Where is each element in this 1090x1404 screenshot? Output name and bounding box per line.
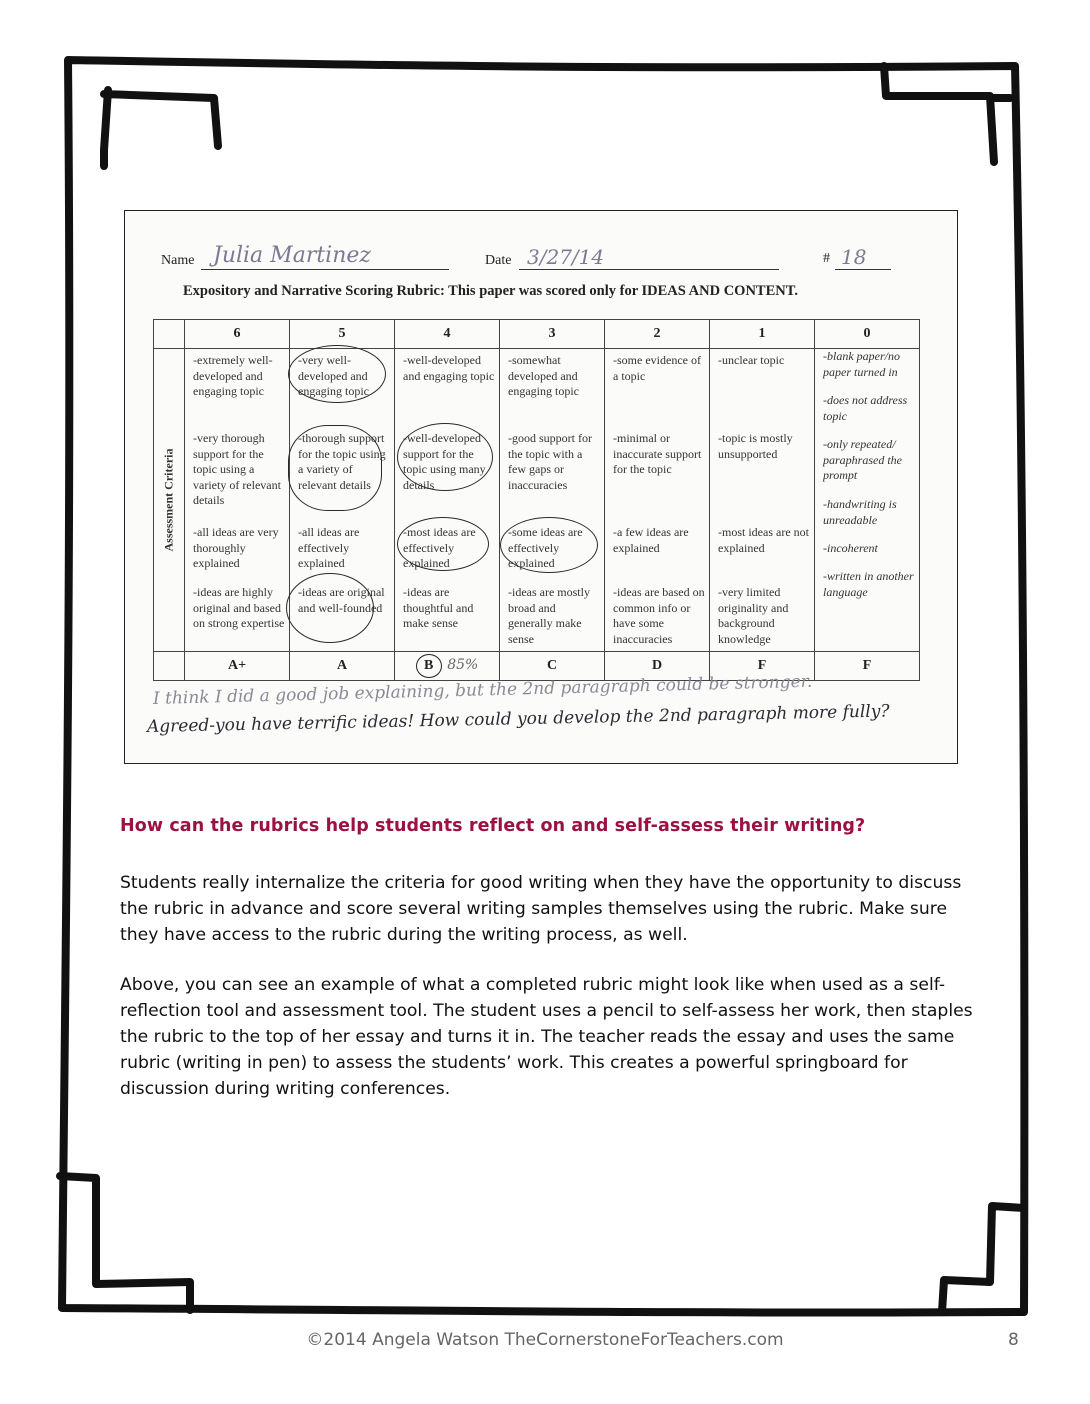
teacher-comment: Agreed-you have terrific ideas! How could you develop the 2nd paragraph more fully?	[146, 701, 890, 737]
criterion: -ideas are based on common info or have some inaccuracies	[613, 585, 705, 646]
criterion: -blank paper/no paper turned in	[823, 349, 900, 379]
criterion: -well-developed and engaging topic	[403, 353, 495, 383]
footer-copyright: ©2014 Angela Watson TheCornerstoneForTeachers.com	[306, 1330, 784, 1350]
criteria-col-1	[710, 349, 815, 652]
criteria-col-6	[185, 349, 290, 652]
criterion: -ideas are thoughtful and make sense	[403, 585, 474, 630]
name-label: Name	[161, 253, 195, 268]
date-label: Date	[485, 253, 512, 268]
criterion: -very limited originality and background knowledge	[718, 585, 789, 646]
criterion: -topic is mostly unsupported	[718, 431, 793, 461]
criterion: -thorough support for the topic using a variety of relevant details	[298, 431, 386, 492]
grade-6: A+	[185, 652, 290, 681]
criteria-col-5	[290, 349, 395, 652]
criterion: -does not address topic	[823, 393, 908, 423]
criterion: -some evidence of a topic	[613, 353, 701, 383]
criterion: -ideas are mostly broad and generally make sense	[508, 585, 590, 646]
assessment-criteria-label: Assessment Criteria	[154, 349, 185, 652]
criterion: -most ideas are not explained	[718, 525, 809, 555]
paragraph-1: Students really internalize the criteria for good writing when they have the opportunity to discuss the rubric in advance and score several writing samples themselves using the rubric. Make sure they have access to the rubric during the writing process, as well.	[120, 873, 962, 945]
number-value: 18	[841, 245, 867, 269]
date-value: 3/27/14	[527, 245, 605, 269]
grade-4-letter: B	[416, 654, 442, 678]
criterion: -all ideas are effectively explained	[298, 525, 360, 570]
score-header-6: 6	[185, 320, 290, 349]
paragraph-2: Above, you can see an example of what a completed rubric might look like when used as a self-reflection tool and assessment tool. The student uses a pencil to self-assess her work, then staples the rubric to the top of her essay and turns it in. The teacher reads the essay and uses the same rubric (writing in pen) to assess the students’ work. This creates a powerful springboard for discussion during writing conferences.	[120, 975, 973, 1099]
criterion: -incoherent	[823, 541, 878, 555]
grade-blank	[154, 652, 185, 681]
score-header-3: 3	[500, 320, 605, 349]
criterion: -ideas are highly original and based on strong expertise	[193, 585, 285, 630]
grade-5: A	[290, 652, 395, 681]
criterion: -minimal or inaccurate support for the topic	[613, 431, 702, 476]
criterion: -well-developed support for the topic using many details	[403, 431, 486, 492]
criterion: -extremely well-developed and engaging topic	[193, 353, 273, 398]
score-header-5: 5	[290, 320, 395, 349]
criterion: -some ideas are effectively explained	[508, 525, 583, 570]
criteria-col-0	[815, 349, 920, 652]
number-label: #	[823, 251, 830, 266]
score-header-0: 0	[815, 320, 920, 349]
section-heading: How can the rubrics help students reflect on and self-assess their writing?	[120, 816, 866, 836]
criterion: -most ideas are effectively explained	[403, 525, 476, 570]
criterion: -ideas are original and well-founded	[298, 585, 385, 615]
criterion: -written in another language	[823, 569, 914, 599]
criterion: -good support for the topic with a few gaps or inaccuracies	[508, 431, 592, 492]
grade-4	[395, 652, 500, 681]
rubric-scan	[124, 210, 958, 764]
criterion: -unclear topic	[718, 353, 785, 367]
criteria-col-2	[605, 349, 710, 652]
grade-0: F	[815, 652, 920, 681]
criteria-row	[154, 349, 920, 652]
score-header-1: 1	[710, 320, 815, 349]
page-number: 8	[1008, 1330, 1019, 1350]
criteria-col-4	[395, 349, 500, 652]
criterion: -somewhat developed and engaging topic	[508, 353, 579, 398]
grade-3: C	[500, 652, 605, 681]
score-header-2: 2	[605, 320, 710, 349]
criterion: -very thorough support for the topic using a variety of relevant details	[193, 431, 281, 507]
student-name: Julia Martinez	[213, 243, 371, 268]
criterion: -all ideas are very thoroughly explained	[193, 525, 279, 570]
header-blank	[154, 320, 185, 349]
student-comment: I think I did a good job explaining, but the 2nd paragraph could be stronger.	[152, 671, 813, 709]
grade-1: F	[710, 652, 815, 681]
criterion: -handwriting is unreadable	[823, 497, 897, 527]
score-percent: 85%	[447, 657, 479, 673]
criteria-col-3	[500, 349, 605, 652]
criterion: -a few ideas are explained	[613, 525, 689, 555]
criterion: -only repeated/ paraphrased the prompt	[823, 437, 902, 482]
rubric-table	[153, 319, 920, 681]
score-header-4: 4	[395, 320, 500, 349]
grade-2: D	[605, 652, 710, 681]
score-header-row	[154, 320, 920, 349]
criterion: -very well-developed and engaging topic	[298, 353, 369, 398]
rubric-title: Expository and Narrative Scoring Rubric: This paper was scored only for IDEAS AND CONTENT.	[183, 283, 798, 299]
